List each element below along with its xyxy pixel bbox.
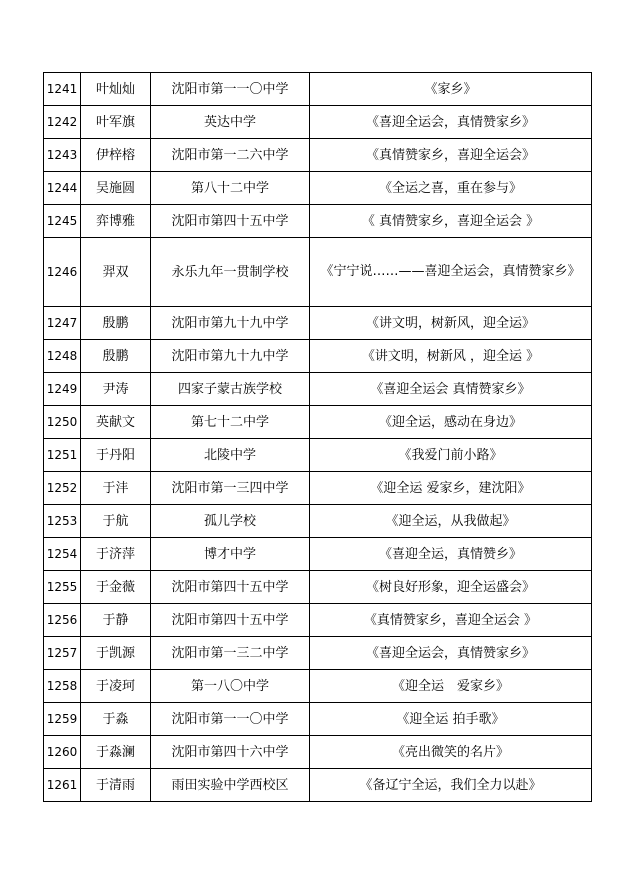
table-row: [44, 139, 592, 172]
work-title: 《全运之喜，重在参与》: [310, 172, 592, 205]
student-name: 于沣: [81, 472, 151, 505]
school-name: 雨田实验中学西校区: [151, 769, 310, 802]
table-row: [44, 340, 592, 373]
student-name: 吴施圆: [81, 172, 151, 205]
table-row: [44, 472, 592, 505]
row-number: 1249: [44, 373, 81, 406]
row-number: 1254: [44, 538, 81, 571]
table-row: [44, 769, 592, 802]
work-title: 《喜迎全运，真情赞乡》: [310, 538, 592, 571]
work-title: 《迎全运，从我做起》: [310, 505, 592, 538]
table-row: [44, 670, 592, 703]
row-number: 1259: [44, 703, 81, 736]
school-name: 沈阳市第一一〇中学: [151, 703, 310, 736]
row-number: 1261: [44, 769, 81, 802]
work-title: 《迎全运，感动在身边》: [310, 406, 592, 439]
work-title: 《喜迎全运会，真情赞家乡》: [310, 106, 592, 139]
row-number: 1247: [44, 307, 81, 340]
school-name: 第七十二中学: [151, 406, 310, 439]
table-row: [44, 373, 592, 406]
school-name: 沈阳市第九十九中学: [151, 340, 310, 373]
table-row: [44, 703, 592, 736]
row-number: 1252: [44, 472, 81, 505]
table-row: [44, 172, 592, 205]
student-name: 于凌珂: [81, 670, 151, 703]
table-row: [44, 238, 592, 307]
row-number: 1243: [44, 139, 81, 172]
school-name: 沈阳市第九十九中学: [151, 307, 310, 340]
student-name: 于静: [81, 604, 151, 637]
row-number: 1241: [44, 73, 81, 106]
row-number: 1260: [44, 736, 81, 769]
row-number: 1248: [44, 340, 81, 373]
table-row: [44, 604, 592, 637]
school-name: 博才中学: [151, 538, 310, 571]
table-row: [44, 406, 592, 439]
work-title: 《喜迎全运会 真情赞家乡》: [310, 373, 592, 406]
student-name: 英献文: [81, 406, 151, 439]
work-title: 《迎全运 拍手歌》: [310, 703, 592, 736]
table-row: [44, 505, 592, 538]
row-number: 1255: [44, 571, 81, 604]
work-title: 《家乡》: [310, 73, 592, 106]
school-name: 北陵中学: [151, 439, 310, 472]
work-title: 《迎全运 爱家乡，建沈阳》: [310, 472, 592, 505]
student-name: 于凯源: [81, 637, 151, 670]
row-number: 1253: [44, 505, 81, 538]
school-name: 第一八〇中学: [151, 670, 310, 703]
school-name: 沈阳市第一三二中学: [151, 637, 310, 670]
school-name: 永乐九年一贯制学校: [151, 238, 310, 307]
student-name: 尹涛: [81, 373, 151, 406]
school-name: 沈阳市第一三四中学: [151, 472, 310, 505]
work-title: 《亮出微笑的名片》: [310, 736, 592, 769]
student-name: 于航: [81, 505, 151, 538]
student-name: 于丹阳: [81, 439, 151, 472]
row-number: 1258: [44, 670, 81, 703]
row-number: 1257: [44, 637, 81, 670]
table-row: [44, 106, 592, 139]
work-title: 《讲文明，树新风 ，迎全运 》: [310, 340, 592, 373]
work-title: 《宁宁说……——喜迎全运会，真情赞家乡》: [310, 238, 592, 307]
school-name: 第八十二中学: [151, 172, 310, 205]
work-title: 《真情赞家乡，喜迎全运会 》: [310, 604, 592, 637]
work-title: 《真情赞家乡，喜迎全运会》: [310, 139, 592, 172]
entries-table: [43, 72, 592, 802]
row-number: 1256: [44, 604, 81, 637]
school-name: 沈阳市第四十五中学: [151, 571, 310, 604]
student-name: 于淼: [81, 703, 151, 736]
table-row: [44, 205, 592, 238]
work-title: 《讲文明，树新风，迎全运》: [310, 307, 592, 340]
school-name: 沈阳市第四十五中学: [151, 604, 310, 637]
student-name: 叶灿灿: [81, 73, 151, 106]
row-number: 1250: [44, 406, 81, 439]
row-number: 1245: [44, 205, 81, 238]
school-name: 沈阳市第四十六中学: [151, 736, 310, 769]
student-name: 于清雨: [81, 769, 151, 802]
table-row: [44, 736, 592, 769]
work-title: 《树良好形象，迎全运盛会》: [310, 571, 592, 604]
row-number: 1244: [44, 172, 81, 205]
table-row: [44, 439, 592, 472]
entries-table-body: [44, 73, 592, 802]
student-name: 羿双: [81, 238, 151, 307]
table-row: [44, 307, 592, 340]
table-row: [44, 571, 592, 604]
student-name: 弈博雅: [81, 205, 151, 238]
work-title: 《我爱门前小路》: [310, 439, 592, 472]
student-name: 殷鹏: [81, 307, 151, 340]
school-name: 沈阳市第四十五中学: [151, 205, 310, 238]
row-number: 1251: [44, 439, 81, 472]
row-number: 1242: [44, 106, 81, 139]
school-name: 英达中学: [151, 106, 310, 139]
table-row: [44, 73, 592, 106]
student-name: 叶军旗: [81, 106, 151, 139]
work-title: 《喜迎全运会，真情赞家乡》: [310, 637, 592, 670]
school-name: 沈阳市第一一〇中学: [151, 73, 310, 106]
work-title: 《 真情赞家乡，喜迎全运会 》: [310, 205, 592, 238]
school-name: 沈阳市第一二六中学: [151, 139, 310, 172]
student-name: 于济萍: [81, 538, 151, 571]
student-name: 伊梓榕: [81, 139, 151, 172]
school-name: 四家子蒙古族学校: [151, 373, 310, 406]
school-name: 孤儿学校: [151, 505, 310, 538]
table-row: [44, 538, 592, 571]
student-name: 于淼澜: [81, 736, 151, 769]
work-title: 《备辽宁全运，我们全力以赴》: [310, 769, 592, 802]
work-title: 《迎全运 爱家乡》: [310, 670, 592, 703]
table-row: [44, 637, 592, 670]
row-number: 1246: [44, 238, 81, 307]
student-name: 殷鹏: [81, 340, 151, 373]
student-name: 于金薇: [81, 571, 151, 604]
